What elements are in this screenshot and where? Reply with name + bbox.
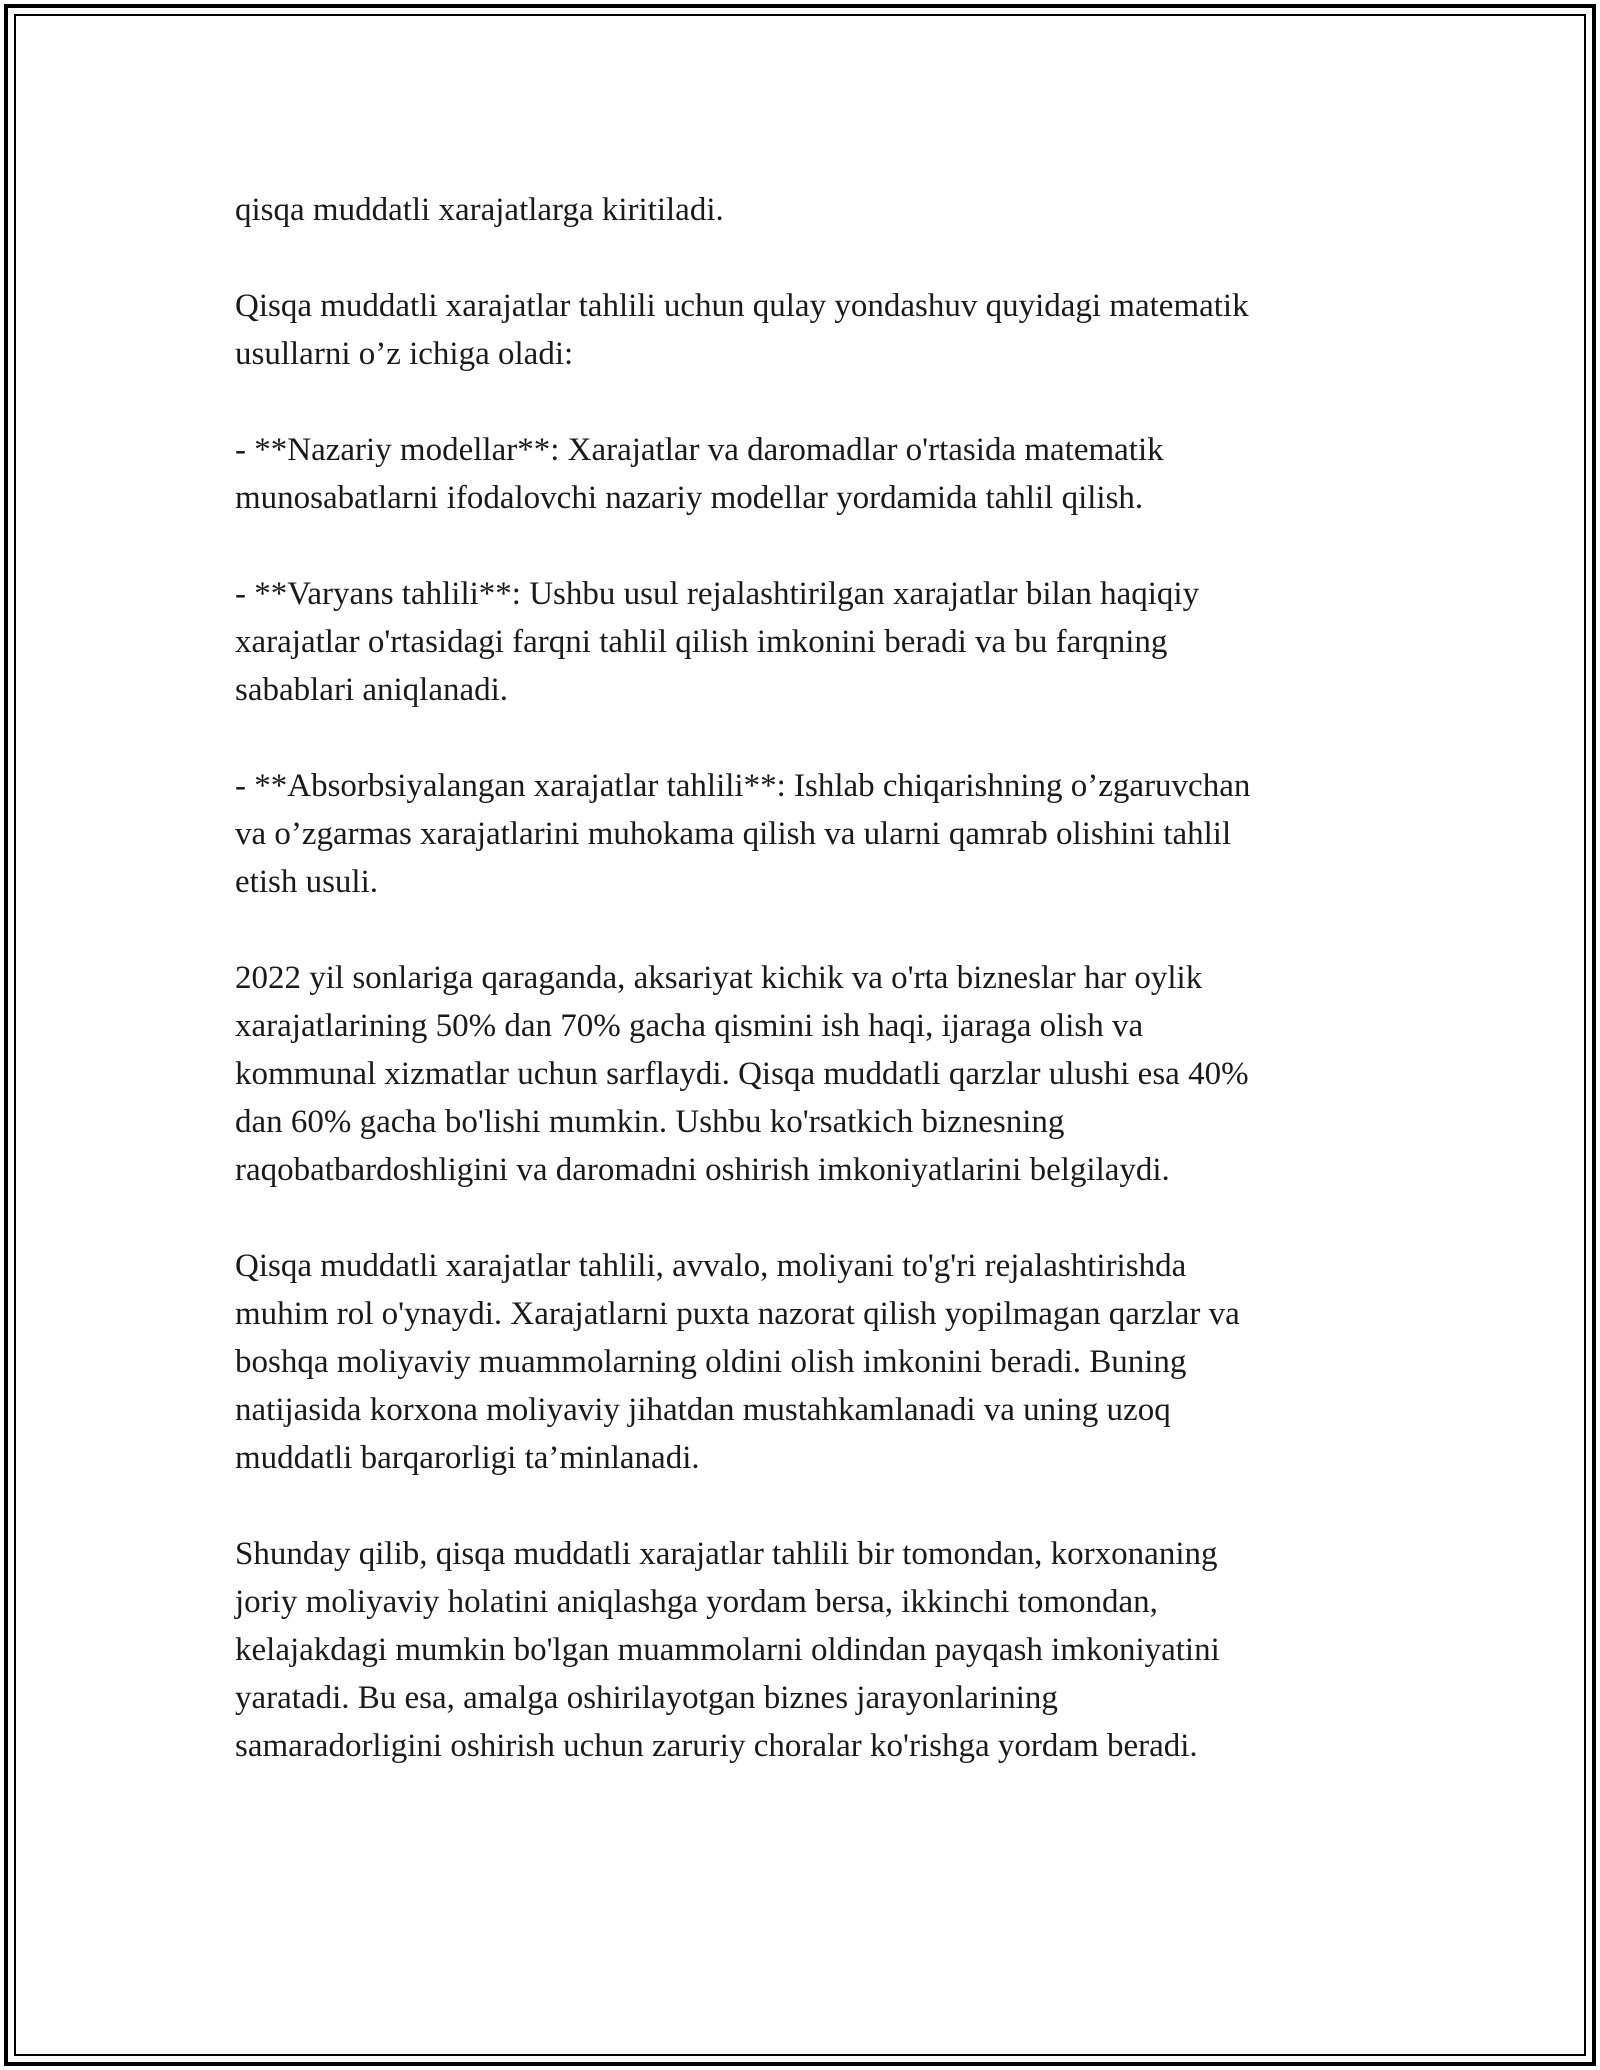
list-item-nazariy-modellar: - **Nazariy modellar**: Xarajatlar va daromadlar o'rtasida matematik munosabatlarni ifodalovchi nazariy modellar yordamida tahlil qilish. xyxy=(235,432,1164,516)
paragraph-continuation: qisqa muddatli xarajatlarga kiritiladi. xyxy=(235,192,724,228)
list-item-absorbsiyalangan: - **Absorbsiyalangan xarajatlar tahlili**: Ishlab chiqarishning o’zgaruvchan va o’zgarmas xarajatlarini muhokama qilish va ularni qamrab olishini tahlil etish usuli. xyxy=(235,768,1251,900)
paragraph-conclusion: Shunday qilib, qisqa muddatli xarajatlar tahlili bir tomondan, korxonaning joriy moliyaviy holatini aniqlashga yordam bersa, ikkinchi tomondan, kelajakdagi mumkin bo'lgan muammolarni oldindan payqash imkoniyatini yaratadi. Bu esa, amalga oshirilayotgan biznes jarayonlarining samaradorligini oshirish uchun zaruriy choralar ko'rishga yordam beradi. xyxy=(235,1536,1220,1764)
paragraph-planning: Qisqa muddatli xarajatlar tahlili, avvalo, moliyani to'g'ri rejalashtirishda muhim rol o'ynaydi. Xarajatlarni puxta nazorat qilish yopilmagan qarzlar va boshqa moliyaviy muammolarning oldini olish imkonini beradi. Buning natijasida korxona moliyaviy jihatdan mustahkamlanadi va uning uzoq muddatli barqarorligi ta’minlanadi. xyxy=(235,1248,1240,1476)
paragraph-statistics: 2022 yil sonlariga qaraganda, aksariyat kichik va o'rta bizneslar har oylik xarajatlarining 50% dan 70% gacha qismini ish haqi, ijaraga olish va kommunal xizmatlar uchun sarflaydi. Qisqa muddatli qarzlar ulushi esa 40% dan 60% gacha bo'lishi mumkin. Ushbu ko'rsatkich biznesning raqobatbardoshligini va daromadni oshirish imkoniyatlarini belgilaydi. xyxy=(235,960,1249,1188)
document-body xyxy=(235,186,1375,1818)
list-item-varyans-tahlili: - **Varyans tahlili**: Ushbu usul rejalashtirilgan xarajatlar bilan haqiqiy xarajatlar o'rtasidagi farqni tahlil qilish imkonini beradi va bu farqning sabablari aniqlanadi. xyxy=(235,576,1200,708)
paragraph-intro: Qisqa muddatli xarajatlar tahlili uchun qulay yondashuv quyidagi matematik usullarni o’z ichiga oladi: xyxy=(235,288,1249,372)
